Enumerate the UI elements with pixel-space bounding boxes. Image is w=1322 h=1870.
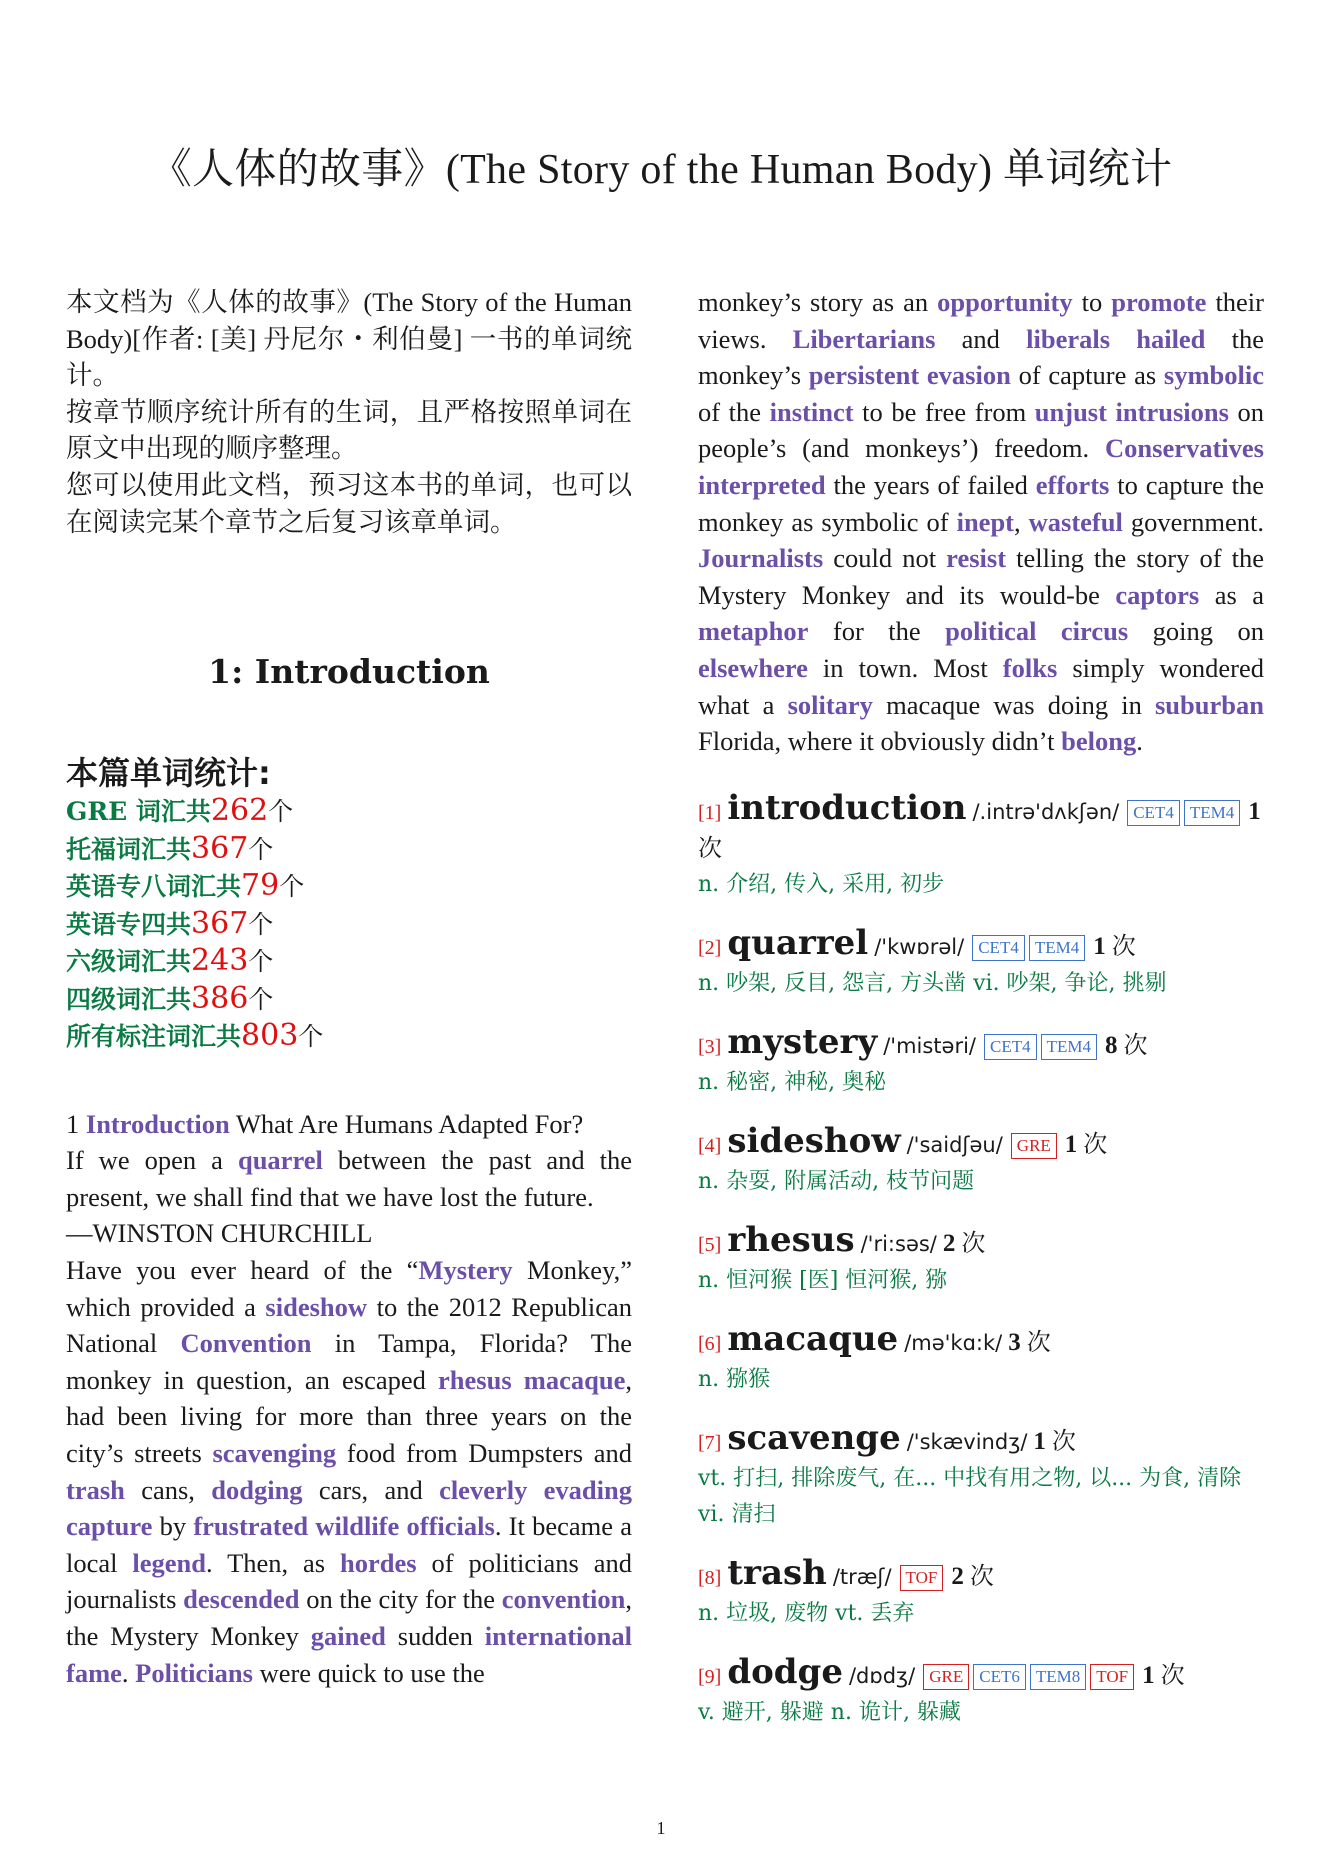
vocab-keyword: Introduction [85,1108,230,1139]
vocab-entry [698,1651,1264,1731]
vocab-keyword: trash [66,1474,125,1505]
story-text: , the Mystery Monkey [66,1584,632,1651]
entry-definition: v. 避开, 躲避 n. 诡计, 躲藏 [698,1699,961,1725]
vocab-keyword: international fame [66,1620,633,1688]
entry-count-unit: 次 [698,835,722,862]
entry-definition: n. 猕猴 [698,1366,771,1392]
story-text: . [1136,726,1143,757]
vocab-keyword: gained [310,1620,386,1651]
exam-tag-badge: TEM4 [1041,1034,1097,1060]
vocab-keyword: scavenging [212,1438,337,1468]
stat-value: 79 [241,868,280,904]
exam-tag-badge: TOF [900,1565,944,1591]
entry-count-unit: 次 [1111,933,1136,960]
entry-headline [698,922,1264,966]
story-text-right [698,284,1264,760]
stat-row [66,943,632,981]
stat-label: 六级词汇共 [66,947,192,977]
stat-label: GRE 词汇共 [66,797,211,827]
story-text: on people’s (and monkeys’) freedom. [698,396,1265,464]
exam-tag-badge: TEM8 [1030,1664,1086,1690]
story-text: in town. Most [807,652,1003,683]
left-column [66,284,632,1691]
story-text: the monkey’s [698,323,1265,391]
vocab-keyword: metaphor [698,616,809,647]
story-text: for the [808,616,946,647]
story-text: macaque was doing in [872,689,1155,720]
intro-paragraphs [66,284,632,540]
story-text: cars, and [302,1474,440,1505]
exam-tag-badge: CET4 [1127,800,1180,826]
story-text: simply wondered what a [698,652,1264,720]
stat-unit: 个 [248,834,274,864]
entry-headline [698,1651,1264,1695]
vocab-entry [698,1552,1264,1632]
story-text: 1 [66,1108,86,1139]
vocab-entry [698,1318,1264,1398]
entry-word: dodge [727,1651,843,1692]
vocab-keyword: solitary [787,689,873,720]
story-text: of capture as [1010,360,1164,391]
entry-definition: n. 秘密, 神秘, 奥秘 [698,1069,887,1095]
entry-count-unit: 次 [1026,1329,1051,1356]
vocab-entry [698,1219,1264,1299]
vocab-keyword: captors [1115,579,1200,610]
vocab-keyword: elsewhere [698,652,808,683]
entry-headline [698,787,1264,867]
vocab-keyword: Convention [180,1328,312,1359]
exam-tag-badge: TEM4 [1184,800,1240,826]
entry-count: 1 [1064,1130,1078,1158]
vocab-keyword: descended [183,1584,300,1615]
entry-count: 1 [1033,1427,1046,1455]
entry-count-unit: 次 [1051,1428,1076,1455]
story-text: their views. [698,287,1264,354]
entry-count-unit: 次 [969,1563,994,1590]
stat-unit: 个 [268,797,294,827]
entry-index: [6] [698,1332,722,1355]
vocab-keyword: instinct [769,396,854,427]
vocab-keyword: Conservatives interpreted [698,433,1264,500]
vocab-keyword: Mystery [418,1255,513,1286]
vocab-keyword: wasteful [1028,506,1123,537]
story-text: of politicians and journalists [66,1547,633,1615]
entry-word: introduction [727,787,967,828]
story-text: the years of failed [825,469,1036,500]
story-text: to the 2012 Republican National [66,1291,632,1359]
vocab-keyword: sideshow [265,1291,368,1322]
story-text: on the city for the [299,1584,502,1615]
story-text: Have you ever heard of the “ [66,1255,419,1286]
story-text: . Then, as [206,1547,341,1578]
entry-word: macaque [727,1318,899,1359]
stat-label: 英语专八词汇共 [66,872,242,902]
stat-value: 262 [210,793,269,829]
vocab-keyword: convention [501,1584,626,1615]
vocab-keyword: Journalists [698,543,824,574]
entry-index: [7] [698,1431,722,1454]
stat-unit: 个 [279,872,305,902]
entry-phonetic: /'mistəri/ [883,1033,976,1058]
story-text: to capture the monkey as symbolic of [698,469,1264,537]
entry-phonetic: /.intrə'dʌkʃən/ [972,799,1120,824]
story-text: . [121,1657,136,1688]
story-text: government. [1122,506,1265,537]
page-number: 1 [656,1818,666,1838]
vocab-keyword: hordes [340,1547,417,1578]
exam-tag-badge: CET4 [972,935,1025,961]
entry-index: [4] [698,1134,722,1157]
entry-count: 3 [1008,1328,1021,1356]
vocab-keyword: rhesus macaque [438,1364,626,1395]
entry-phonetic: /'kwɒrəl/ [874,934,965,959]
stat-value: 243 [191,943,249,979]
stat-value: 367 [191,830,249,866]
vocab-keyword: Libertarians [792,323,936,354]
story-text: What Are Humans Adapted For? [229,1108,584,1139]
entry-count: 1 [1093,932,1106,960]
vocab-keyword: promote [1111,287,1207,317]
story-text: of the [698,396,770,427]
stat-value: 386 [191,980,249,1016]
story-text: , [1014,506,1029,537]
entry-definition: n. 介绍, 传入, 采用, 初步 [698,871,945,897]
stat-label: 四级词汇共 [66,984,192,1014]
entry-index: [9] [698,1665,722,1688]
entry-count: 2 [951,1562,964,1590]
entry-phonetic: /mə'kɑ:k/ [904,1330,1003,1355]
entry-index: [8] [698,1566,722,1589]
story-text: as a [1199,579,1264,610]
stat-unit: 个 [248,947,274,977]
exam-tag-badge: TOF [1090,1664,1134,1690]
entry-headline [698,1219,1264,1263]
stat-value: 803 [241,1018,299,1054]
story-text: food from Dumpsters and [336,1438,632,1468]
vocab-keyword: inept [956,506,1015,537]
story-text: by [152,1511,194,1542]
stat-unit: 个 [248,984,274,1014]
vocab-keyword: Politicians [135,1657,253,1688]
entry-word: rhesus [727,1219,855,1260]
exam-tag-badge: GRE [1011,1133,1057,1159]
entry-word: scavenge [727,1417,901,1458]
entry-index: [2] [698,936,722,959]
exam-tag-badge: CET4 [984,1034,1037,1060]
stat-value: 367 [191,905,249,941]
vocab-keyword: symbolic [1163,360,1264,391]
vocab-keyword: dodging [211,1474,303,1505]
vocab-entry [698,787,1264,903]
vocab-keyword: liberals hailed [1026,323,1206,354]
vocab-entry [698,922,1264,1002]
story-text: , had been living for more than three years on the city’s streets [66,1364,632,1468]
entry-count: 1 [1248,797,1261,825]
entry-index: [1] [698,801,722,824]
vocab-keyword: efforts [1035,469,1110,500]
intro-line: 您可以使用此文档，预习这本书的单词，也可以在阅读完某个章节之后复习该章单词。 [66,469,632,537]
entry-phonetic: /'saidʃəu/ [906,1132,1003,1157]
story-text: and [935,323,1027,354]
entry-count-unit: 次 [1160,1662,1185,1689]
story-text: . It became a local [66,1511,632,1578]
stat-row [66,1018,632,1056]
stat-label: 所有标注词汇共 [66,1022,242,1052]
entry-count: 2 [942,1229,956,1257]
vocab-keyword: unjust intrusions [1034,396,1229,427]
entry-count: 8 [1105,1031,1118,1059]
stat-row [66,868,632,906]
entry-word: trash [727,1552,827,1593]
stats-list [66,793,632,1056]
vocab-keyword: political circus [945,616,1129,647]
stats-heading: 本篇单词统计: [66,754,271,793]
vocab-keyword: cleverly evading capture [66,1474,632,1542]
exam-tag-badge: GRE [923,1664,969,1690]
intro-line: 本文档为《人体的故事》(The Story of the Human Body)[作者: [美] 丹尼尔・利伯曼] 一书的单词统计。 [66,287,632,391]
story-text: to [1072,287,1112,317]
stat-row [66,831,632,869]
vocabulary-entries [698,787,1264,1731]
entry-word: sideshow [727,1120,901,1161]
entry-count-unit: 次 [1083,1131,1108,1158]
story-text: could not [823,543,947,574]
entry-definition: vt. 打扫, 排除废气, 在... 中找有用之物, 以... 为食, 清除 vi. 清扫 [698,1465,1242,1527]
entry-phonetic: /'skævindʒ/ [906,1429,1028,1454]
entry-count: 1 [1142,1661,1155,1689]
vocab-keyword: belong [1061,726,1137,757]
section-title: 1: Introduction [208,652,490,692]
entry-definition: n. 垃圾, 废物 vt. 丢弃 [698,1600,915,1626]
story-text: —WINSTON CHURCHILL [66,1218,373,1249]
entry-word: quarrel [727,922,869,963]
exam-tag-badge: TEM4 [1029,935,1085,961]
stat-label: 托福词汇共 [66,834,192,864]
story-text: If we open a [66,1145,238,1176]
vocab-keyword: frustrated wildlife officials [193,1511,495,1542]
stat-row [66,981,632,1019]
entry-count-unit: 次 [1123,1032,1148,1059]
document-title: 《人体的故事》(The Story of the Human Body) 单词统计 [149,147,1173,193]
vocab-entry [698,1417,1264,1533]
entry-definition: n. 恒河猴 [医] 恒河猴, 猕 [698,1267,948,1293]
story-text: telling the story of the Mystery Monkey and its would-be [698,543,1264,610]
stat-row [66,906,632,944]
story-text: sudden [385,1620,485,1651]
vocab-keyword: legend [132,1547,207,1578]
entry-headline [698,1318,1264,1362]
vocab-keyword: opportunity [937,287,1073,317]
entry-headline [698,1417,1264,1461]
stat-row [66,793,632,831]
story-text: between the past and the present, we shall find that we have lost the future. [66,1145,632,1212]
entry-count-unit: 次 [961,1230,986,1257]
stat-unit: 个 [248,909,274,939]
exam-tag-badge: CET6 [973,1664,1026,1690]
entry-headline [698,1021,1264,1065]
entry-phonetic: /dɒdʒ/ [848,1663,916,1688]
entry-definition: n. 吵架, 反目, 怨言, 方头凿 vi. 吵架, 争论, 挑剔 [698,970,1167,996]
story-text: monkey’s story as an [698,287,938,317]
entry-headline [698,1552,1264,1596]
story-text: cans, [124,1474,212,1505]
entry-index: [5] [698,1233,722,1256]
vocab-keyword: folks [1002,652,1058,683]
entry-phonetic: /'ri:səs/ [860,1231,937,1256]
vocab-entry [698,1021,1264,1101]
story-text: going on [1128,616,1264,647]
vocab-entry [698,1120,1264,1200]
entry-definition: n. 杂耍, 附属活动, 枝节问题 [698,1168,975,1194]
stat-label: 英语专四共 [66,909,192,939]
vocab-keyword: persistent evasion [808,360,1011,391]
story-text: Monkey,” which provided a [66,1255,632,1322]
story-text: in Tampa, Florida? The monkey in question, an escaped [66,1328,632,1395]
intro-line: 按章节顺序统计所有的生词，且严格按照单词在原文中出现的顺序整理。 [66,396,632,464]
entry-index: [3] [698,1035,722,1058]
story-text: to be free from [853,396,1035,427]
right-column [698,284,1264,1731]
entry-phonetic: /træʃ/ [832,1564,892,1589]
stat-unit: 个 [298,1022,324,1052]
vocab-keyword: resist [946,543,1007,574]
story-text: were quick to use the [252,1657,485,1688]
story-text: Florida, where it obviously didn’t [698,726,1062,757]
entry-headline [698,1120,1264,1164]
story-text-left [66,1106,632,1692]
vocab-keyword: quarrel [237,1145,323,1176]
entry-word: mystery [727,1021,878,1062]
vocab-keyword: suburban [1154,689,1264,720]
